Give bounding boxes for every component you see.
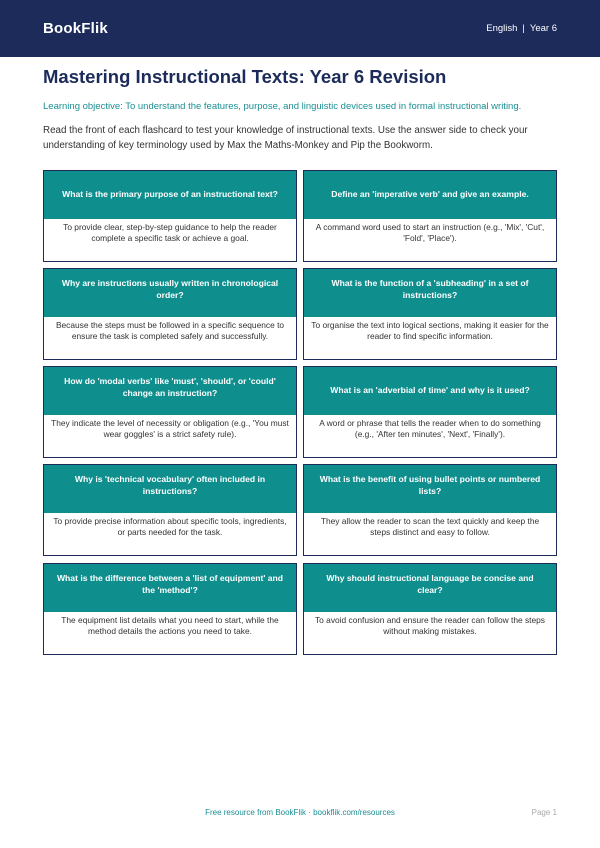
intro-text: Read the front of each flashcard to test your knowledge of instructional texts. Use the answer side to check your understanding of key terminology used by Max the Maths-Monkey and Pip the Bookworm. [43,125,528,151]
breadcrumb-separator: | [522,23,525,34]
flashcard-question: How do 'modal verbs' like 'must', 'should', or 'could' change an instruction? [44,367,296,415]
flashcard-answer: To organise the text into logical sections, making it easier for the reader to find specific information. [311,320,549,342]
flashcard-question: What is the primary purpose of an instructional text? [44,171,296,219]
flashcard[interactable] [303,268,557,360]
flashcard-question: What is the benefit of using bullet points or numbered lists? [304,465,556,513]
flashcard-answer: They allow the reader to scan the text quickly and keep the steps distinct and easy to follow. [320,516,540,538]
flashcard[interactable] [303,170,557,262]
flashcard-answer: To provide precise information about specific tools, ingredients, or parts needed for the task. [53,516,287,538]
brand-logo[interactable]: BookFlik [43,20,108,37]
flashcard-answer: To provide clear, step-by-step guidance to help the reader complete a specific task or achieve a goal. [63,222,277,244]
flashcard-answer: A command word used to start an instruction (e.g., 'Mix', 'Cut', 'Fold', 'Place'). [315,222,545,244]
page-title: Mastering Instructional Texts: Year 6 Revision [43,66,447,87]
subject-label: English [486,23,518,34]
learning-objective: Learning objective: To understand the features, purpose, and linguistic devices used in formal instructional writing. [43,101,522,112]
flashcard[interactable] [43,464,297,556]
flashcard-answer: The equipment list details what you need to start, while the method details the actions you need to take. [61,615,279,637]
flashcard[interactable] [303,563,557,655]
flashcard[interactable] [303,464,557,556]
top-bar [0,0,600,57]
subject-breadcrumb [486,23,557,34]
page-footer [0,808,600,820]
flashcard[interactable] [303,366,557,458]
level-label: Year 6 [529,23,557,34]
flashcard-answer: They indicate the level of necessity or obligation (e.g., 'You must wear goggles' is a strict safety rule). [51,418,289,440]
flashcard-answer: Because the steps must be followed in a specific sequence to ensure the task is completed safely and successfully. [55,320,285,342]
flashcard-answer: A word or phrase that tells the reader when to do something (e.g., 'After ten minutes', 'Next', 'Finally'). [319,418,541,440]
footer-source-link[interactable]: Free resource from BookFlik · bookflik.com/resources [205,808,395,817]
page-number: Page 1 [531,808,557,817]
flashcard[interactable] [43,366,297,458]
flashcard-question: What is the function of a 'subheading' in a set of instructions? [304,269,556,317]
flashcard-question: Why should instructional language be concise and clear? [304,564,556,612]
flashcard-answer: To avoid confusion and ensure the reader can follow the steps without making mistakes. [315,615,545,637]
flashcard[interactable] [43,268,297,360]
flashcard-question: Why is 'technical vocabulary' often included in instructions? [44,465,296,513]
flashcard-question: Why are instructions usually written in chronological order? [44,269,296,317]
flashcard[interactable] [43,563,297,655]
flashcard-question: What is the difference between a 'list of equipment' and the 'method'? [44,564,296,612]
flashcard[interactable] [43,170,297,262]
flashcard-question: What is an 'adverbial of time' and why is it used? [304,367,556,415]
flashcard-question: Define an 'imperative verb' and give an example. [304,171,556,219]
